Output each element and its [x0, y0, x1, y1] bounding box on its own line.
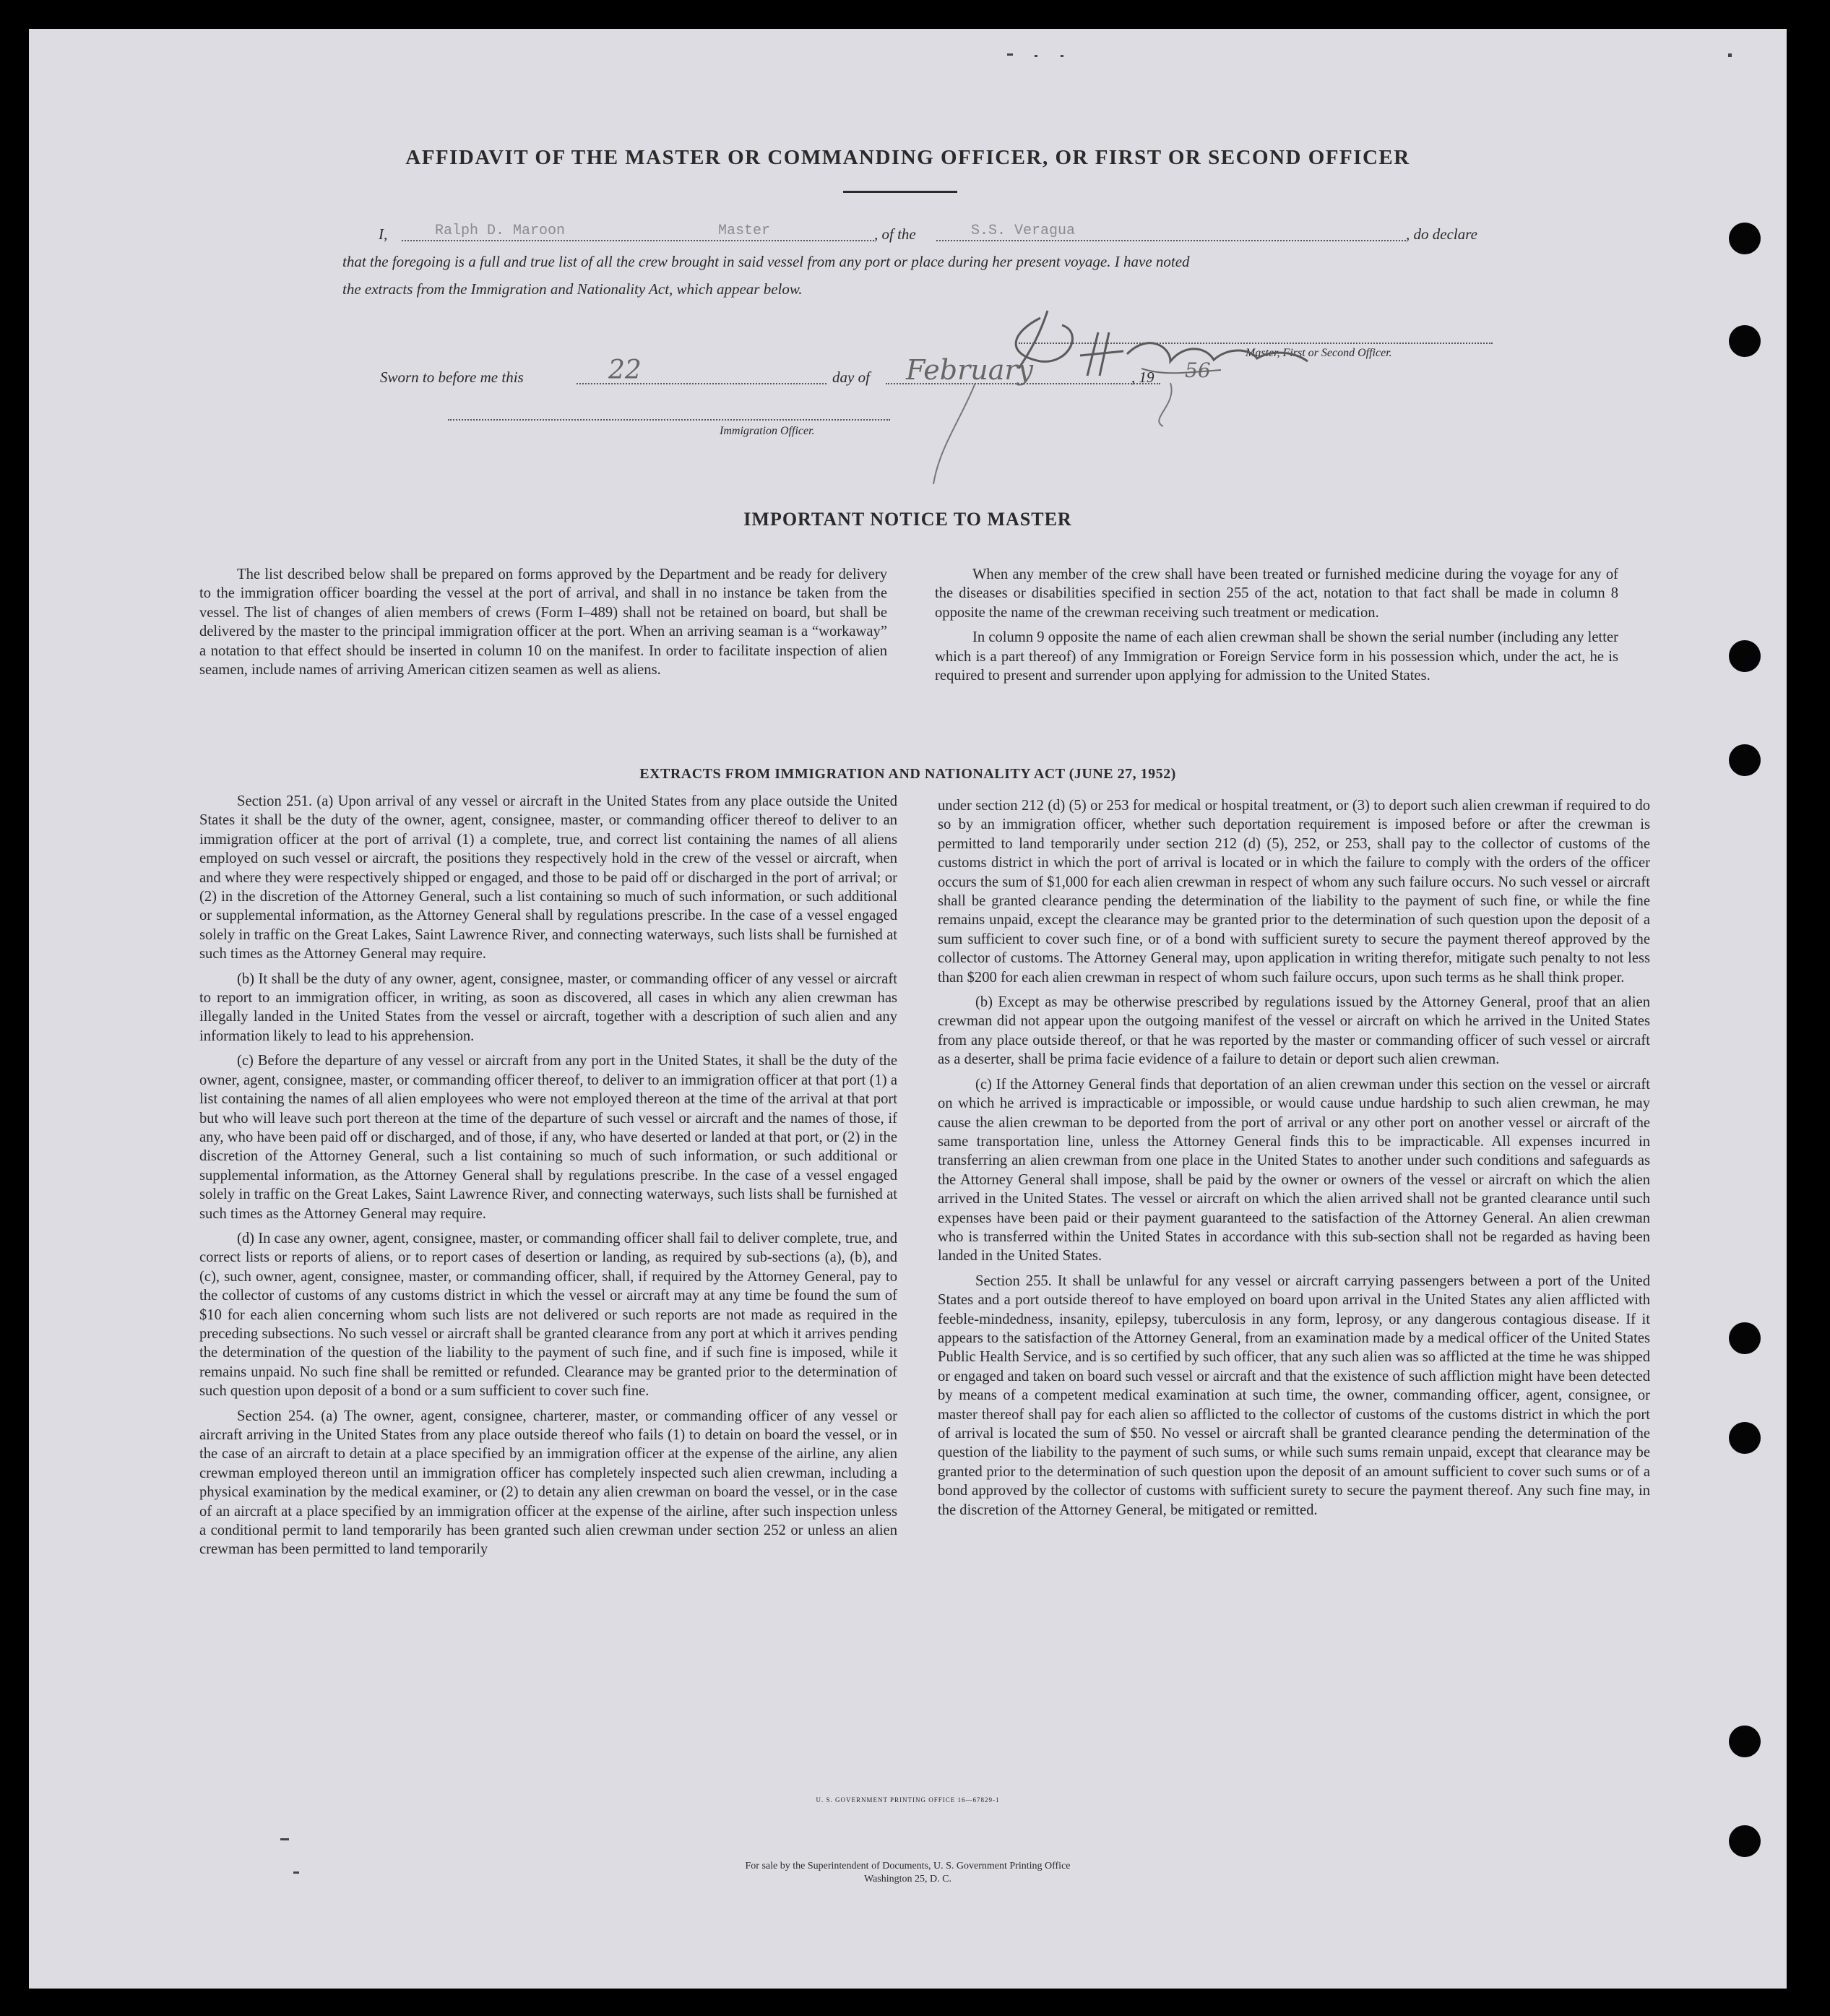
extracts-left-column	[199, 792, 897, 1559]
master-signature	[932, 303, 1337, 491]
declarant-title-value: Master	[718, 223, 771, 239]
gpo-imprint: U. S. GOVERNMENT PRINTING OFFICE 16—67829-1	[816, 1796, 1000, 1804]
punch-hole	[1729, 1422, 1761, 1454]
notice-paragraph: In column 9 opposite the name of each alien crewman shall be shown the serial number (including any letter which is a part thereof) of any Immigration or Foreign Service form in his possession which, under the act, he is required to present and surrender upon applying for admission to the United States.	[935, 629, 1618, 684]
declarant-name-line	[402, 240, 874, 241]
declarant-name-value: Ralph D. Maroon	[435, 223, 566, 239]
do-declare-label: , do declare	[1406, 225, 1477, 243]
sworn-day-value: 22	[608, 356, 642, 385]
act-paragraph: Section 255. It shall be unlawful for any vessel or aircraft carrying passengers between a port of the United States and a port outside thereof to have employed on board upon arrival in the United States any alien afflicted with feeble-mindedness, insanity, epilepsy, tuberculosis in any form, leprosy, or any dangerous contagious disease. If it appears to the satisfaction of the Attorney General, from an examination made by a medical officer of the United States Public Health Service, and is so certified by such officer, that any such alien was so afflicted at the time he was shipped or engaged and taken on board such vessel or aircraft and that the existence of such affliction might have been detected by means of a competent medical examination at such time, the owner, commanding officer, agent, consignee, or master thereof shall pay for each alien so afflicted to the collector of customs of the customs district in which the port of arrival is located the sum of $50. No vessel or aircraft shall be granted clearance pending the determination of the question of the liability to the payment of such sums, or while such sums remain unpaid, except that clearance may be granted prior to the determination of such question upon the deposit of an amount sufficient to cover such sums or of a bond approved by the collector of customs with sufficient surety to secure the payment thereof. Any such fine may, in the discretion of the Attorney General, be mitigated or remitted.	[938, 1272, 1650, 1518]
act-paragraph: (b) It shall be the duty of any owner, agent, consignee, master, or commanding officer of any vessel or aircraft to report to an immigration officer, in writing, as soon as discovered, all cases in which any alien crewman has illegally landed in the United States from the vessel or aircraft, together with a description of such alien and any information likely to lead to his apprehension.	[199, 970, 897, 1044]
scan-speck	[1035, 55, 1037, 57]
act-paragraph: (b) Except as may be otherwise prescribed by regulations issued by the Attorney General, proof that an alien crewman did not appear upon the outgoing manifest of the vessel or aircraft on which he arrived in the United States from any place outside thereof, or that he was reported by the master or commanding officer of such vessel or aircraft as a deserter, shall be prima facie evidence of a failure to detain or deport such alien crewman.	[938, 994, 1650, 1068]
act-paragraph: (d) In case any owner, agent, consignee, master, or commanding officer shall fail to deliver complete, true, and correct lists or reports of aliens, or to report cases of desertion or landing, as required by sub-sections (a), (b), and (c), such owner, agent, consignee, master, or commanding officer, shall, if required by the Attorney General, pay to the collector of customs of any customs district in which the vessel or aircraft may at any time be found the sum of $10 for each alien concerning whom such lists are not delivered or such reports are not made as required in the preceding subsections. No such vessel or aircraft shall be granted clearance from any port at which it arrives pending the determination of the question of the liability to the payment of such fine, and if such fine is imposed, while it remains unpaid. No such fine shall be remitted or refunded. Clearance may be granted prior to the determination of such question upon deposit of a bond or a sum sufficient to cover such fine.	[199, 1230, 897, 1400]
punch-hole	[1729, 640, 1761, 672]
extracts-right-column	[938, 796, 1650, 1520]
punch-hole	[1729, 1825, 1761, 1857]
day-of-label: day of	[832, 369, 870, 386]
notice-left-column	[199, 565, 887, 679]
document-page	[29, 29, 1787, 1989]
officer-signature-line	[448, 419, 890, 421]
scan-speck	[280, 1838, 289, 1840]
act-paragraph: (c) If the Attorney General finds that deportation of an alien crewman under this section on the vessel or aircraft on which he arrived is impracticable or impossible, or would cause undue hardship to such alien crewman, he may cause the alien crewman to be deported from the port of arrival or any other port on another vessel or aircraft of the same transportation line, unless the Attorney General finds this to be impracticable. All expenses incurred in transferring an alien crewman from one place in the United States to another under such conditions and safeguards as the Attorney General shall impose, shall be paid by the owner or owners of the vessel or aircraft on which the alien arrived in the United States. The vessel or aircraft on which the alien arrived shall not be granted clearance until such expenses have been paid or their payment guaranteed to the satisfaction of the Attorney General. An alien crewman who is transferred within the United States in accordance with this sub-section shall not be regarded as having been landed in the United States.	[938, 1076, 1650, 1265]
title-rule	[843, 191, 957, 193]
sworn-month-value: February	[906, 354, 1034, 386]
notice-paragraph: When any member of the crew shall have been treated or furnished medicine during the voyage for any of the diseases or disabilities specified in section 255 of the act, notation to that fact shall be made in column 8 opposite the name of the crewman receiving such treatment or medication.	[935, 567, 1618, 621]
punch-hole	[1729, 1726, 1761, 1757]
declarant-i-label: I,	[379, 225, 388, 243]
notice-title: IMPORTANT NOTICE TO MASTER	[743, 509, 1072, 530]
punch-hole	[1729, 325, 1761, 357]
notice-right-column	[935, 565, 1618, 685]
sale-notice-line: For sale by the Superintendent of Documents, U. S. Government Printing Office	[745, 1861, 1071, 1871]
scan-speck	[1061, 55, 1063, 57]
extracts-title: EXTRACTS FROM IMMIGRATION AND NATIONALITY ACT (JUNE 27, 1952)	[639, 766, 1176, 782]
act-paragraph: Section 254. (a) The owner, agent, consignee, charterer, master, or commanding officer of any vessel or aircraft arriving in the United States from any place outside thereof who fails (1) to detain on board the vessel, or in the case of an aircraft to detain at a place specified by an immigration officer at the expense of the airline, any alien crewman employed thereon until an immigration officer has completely inspected such alien crewman, including a physical examination by the medical examiner, or (2) to detain any alien crewman on board the vessel, or in the case of an aircraft at a place specified by an immigration officer at the expense of the airline, after such inspection unless a conditional permit to land temporarily has been granted such alien crewman under section 252 or unless an alien crewman has been permitted to land temporarily	[199, 1408, 897, 1558]
affidavit-statement-line: that the foregoing is a full and true list of all the crew brought in said vessel from any port or place during her present voyage. I have noted	[342, 253, 1190, 270]
punch-hole	[1729, 223, 1761, 254]
master-signature-caption: Master, First or Second Officer.	[1246, 347, 1392, 359]
year-prefix-label: , 19	[1131, 369, 1154, 386]
of-the-label: , of the	[874, 225, 916, 243]
vessel-name-line	[936, 240, 1406, 241]
act-paragraph: under section 212 (d) (5) or 253 for medical or hospital treatment, or (3) to deport such alien crewman if required to do so by an immigration officer, whether such deportation requirement is imposed before or after the crewman is permitted to land temporarily under section 212 (d) (5), 252, or 253, shall pay to the collector of customs of the customs district in which the port of arrival is located or in which the failure to comply with the orders of the officer occurs the sum of $1,000 for each alien crewman in respect of whom any such failure occurs. No such vessel or aircraft shall be granted clearance pending the determination of the liability to the payment of such fine, or while the fine remains unpaid, except the clearance may be granted prior to the determination of such question upon the deposit of a sum sufficient to cover such fine, or of a bond with sufficient surety to secure the payment thereof approved by the collector of customs. The Attorney General may, upon application in writing therefor, mitigate such penalty to not less than $200 for each alien crewman in respect of whom such failure occurs, upon such terms as he shall think proper.	[938, 798, 1650, 986]
officer-signature-caption: Immigration Officer.	[720, 425, 815, 437]
scan-speck	[1728, 53, 1732, 57]
notice-paragraph: The list described below shall be prepared on forms approved by the Department and be ready for delivery to the immigration officer boarding the vessel at the port of arrival, and shall in no instance be taken from the vessel. The list of changes of alien members of crews (Form I–489) shall not be retained on board, but shall be delivered by the master to the principal immigration officer at the port. When an arriving seaman is a “workaway” a notation to that effect should be inserted in column 10 on the manifest. In order to facilitate inspection of alien seamen, include names of arriving American citizen seamen as well as aliens.	[199, 567, 887, 679]
sworn-label: Sworn to before me this	[380, 369, 524, 386]
affidavit-statement-line: the extracts from the Immigration and Nationality Act, which appear below.	[342, 280, 803, 298]
act-paragraph: (c) Before the departure of any vessel or aircraft from any port in the United States, it shall be the duty of the owner, agent, consignee, master, or commanding officer thereof, to deliver to an immigration officer at that port (1) a list containing the names of all alien employees who were not employed thereon at the time of the arrival at that port but who will leave such port thereon at the time of the departure of such vessel or aircraft and the names of those, if any, who have been paid off or discharged, and of those, if any, who have deserted or landed at that port, or (2) in the discretion of the Attorney General, such a list containing so much of such information, or such additional or supplemental information, as the Attorney General shall by regulations prescribe. In the case of a vessel engaged solely in traffic on the Great Lakes, Saint Lawrence River, and connecting waterways, such lists shall be furnished at such times as the Attorney General may require.	[199, 1053, 897, 1222]
punch-hole	[1729, 1322, 1761, 1354]
sworn-year-value: 56	[1185, 358, 1211, 382]
act-paragraph: Section 251. (a) Upon arrival of any vessel or aircraft in the United States from any place outside the United States it shall be the duty of the owner, agent, consignee, master, or commanding officer thereof to deliver to an immigration officer at the port of arrival (1) a complete, true, and correct list containing the names of all aliens employed on such vessel or aircraft, the positions they respectively hold in the crew of the vessel or aircraft, when and where they were respectively shipped or engaged, and those to be paid off or discharged in the port of arrival; or (2) in the discretion of the Attorney General, such a list containing so much of such information, or such additional or supplemental information, as the Attorney General shall by regulations prescribe. In the case of a vessel engaged solely in traffic on the Great Lakes, Saint Lawrence River, and connecting waterways, such lists shall be furnished at such times as the Attorney General may require.	[199, 793, 897, 962]
affidavit-title: AFFIDAVIT OF THE MASTER OR COMMANDING OFFICER, OR FIRST OR SECOND OFFICER	[405, 146, 1410, 169]
sale-notice-line: Washington 25, D. C.	[864, 1874, 951, 1884]
scan-speck	[1007, 53, 1013, 56]
vessel-name-value: S.S. Veragua	[971, 223, 1076, 239]
